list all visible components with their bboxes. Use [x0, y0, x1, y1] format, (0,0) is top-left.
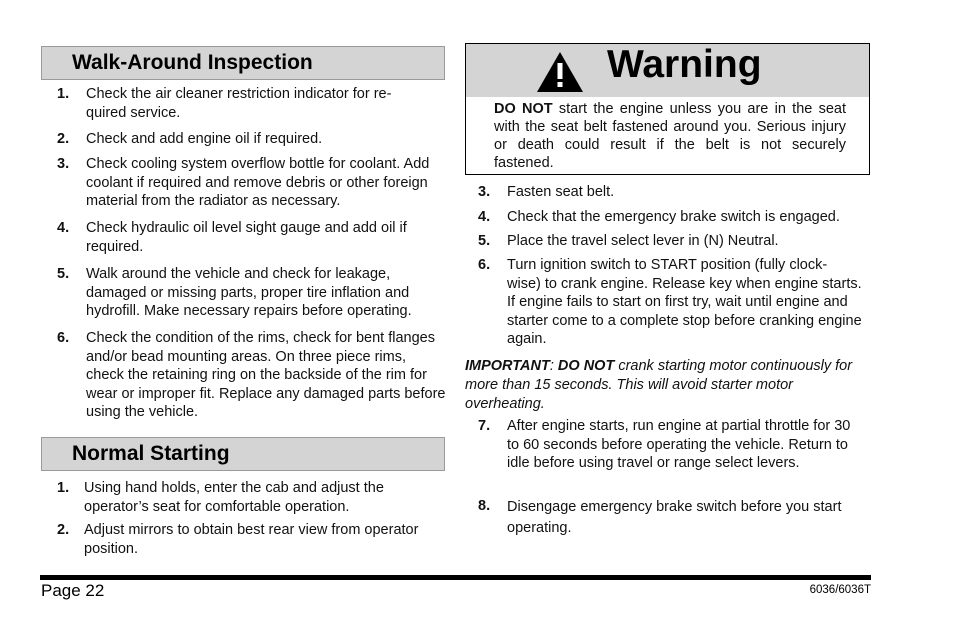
item-number: 5.: [57, 266, 70, 282]
important-text: crank starting motor continuously for more than 15 seconds. This will avoid starter motor overheating.: [465, 358, 853, 412]
item-number: 4.: [478, 209, 491, 225]
item-number: 2.: [57, 522, 70, 538]
item-number: 2.: [57, 131, 70, 147]
item-number: 6.: [57, 330, 70, 346]
footer-divider: [40, 575, 871, 580]
model-number: 6036/6036T: [809, 584, 871, 596]
warning-box: [465, 43, 870, 175]
item-number: 7.: [478, 418, 491, 434]
item-text: Check that the emergency brake switch is engaged.: [507, 209, 840, 225]
item-text: Turn ignition switch to START position (fully clock- wise) to crank engine. Release key when engine starts. If engine fails to start on first try, wait until engine and starter come to a complete stop before cranking engine again.: [507, 257, 862, 347]
item-text: Check the air cleaner restriction indicator for re- quired service.: [86, 86, 392, 121]
warning-header: [466, 44, 869, 97]
important-separator: :: [549, 358, 558, 374]
important-emphasis: DO NOT: [557, 358, 615, 374]
section-title: Normal Starting: [72, 442, 230, 465]
item-text: Check hydraulic oil level sight gauge and add oil if required.: [86, 220, 407, 255]
warning-title: Warning: [607, 43, 762, 86]
normal-starting-header: [41, 437, 445, 471]
important-note: [465, 357, 865, 414]
item-number: 3.: [478, 184, 491, 200]
walk-around-header: [41, 46, 445, 80]
item-text: After engine starts, run engine at partial throttle for 30 to 60 seconds before operating the vehicle. Return to idle before using travel or range select levers.: [507, 418, 851, 471]
warning-triangle-icon: [536, 51, 584, 93]
item-number: 6.: [478, 257, 491, 273]
item-text: Check the condition of the rims, check for bent flanges and/or bead mounting areas. On three piece rims, check the retaining ring on the backside of the rim for wear or improper fit. Replace any damaged parts before using the vehicle.: [86, 330, 446, 420]
item-text: Check cooling system overflow bottle for coolant. Add coolant if required and remove debris or other foreign material from the radiator as necessary.: [86, 156, 430, 209]
warning-message: start the engine unless you are in the seat with the seat belt fastened around you. Serious injury or death could result if the belt is not securely fastened.: [494, 101, 846, 171]
page-number: Page 22: [41, 581, 105, 600]
item-text: Disengage emergency brake switch before you start operating.: [507, 499, 842, 536]
item-text: Using hand holds, enter the cab and adjust the operator’s seat for comfortable operation.: [84, 480, 384, 515]
item-number: 4.: [57, 220, 70, 236]
item-text: Place the travel select lever in (N) Neutral.: [507, 233, 779, 249]
item-number: 5.: [478, 233, 491, 249]
item-text: Walk around the vehicle and check for leakage, damaged or missing parts, proper tire inflation and hydrofill. Make necessary repairs before operating.: [86, 266, 412, 319]
warning-text: [494, 100, 846, 172]
section-title: Walk-Around Inspection: [72, 51, 313, 74]
item-text: Adjust mirrors to obtain best rear view from operator position.: [84, 522, 419, 557]
item-text: Check and add engine oil if required.: [86, 131, 323, 147]
important-label: IMPORTANT: [465, 358, 550, 374]
warning-emphasis: DO NOT: [494, 101, 553, 117]
item-number: 8.: [478, 498, 491, 514]
item-number: 3.: [57, 156, 70, 172]
item-text: Fasten seat belt.: [507, 184, 615, 200]
item-number: 1.: [57, 480, 70, 496]
item-number: 1.: [57, 86, 70, 102]
